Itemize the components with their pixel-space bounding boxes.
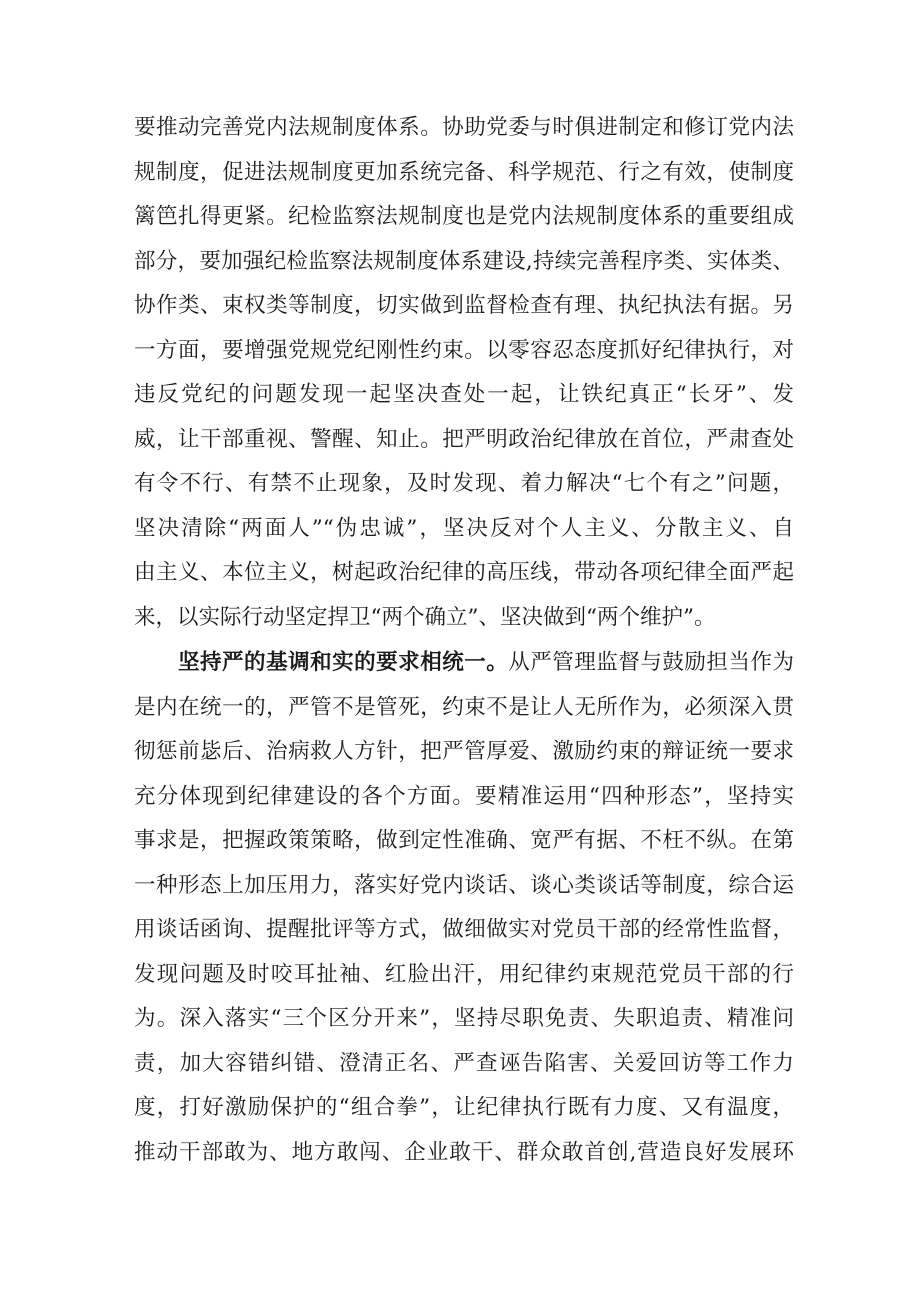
text-line: 协作类、束权类等制度，切实做到监督检查有理、执纪执法有据。另	[134, 293, 794, 318]
text-line: 发现问题及时咬耳扯袖、红脸出汗，用纪律约束规范党员干部的行	[134, 961, 794, 987]
text-line: 违反党纪的问题发现一起坚决查处一起，让铁纪真正“长牙”、发	[134, 382, 794, 407]
section-heading: 坚持严的基调和实的要求相统一。	[178, 650, 509, 675]
text-line: 是内在统一的，严管不是管死，约束不是让人无所作为，必须深入贯	[134, 694, 794, 720]
paragraph-2-first-line	[134, 641, 794, 686]
text-line: 有令不行、有禁不止现象，及时发现、着力解决“七个有之”问题，	[134, 471, 794, 496]
first-line-text: 从严管理监督与鼓励担当作为	[508, 650, 794, 675]
text-line: 一种形态上加压用力，落实好党内谈话、谈心类谈话等制度，综合运	[134, 872, 794, 898]
text-line: 彻惩前毖后、治病救人方针，把严管厚爱、激励约束的辩证统一要求	[134, 739, 794, 764]
paragraph-2	[134, 641, 794, 1175]
text-line: 推动干部敢为、地方敢闯、企业敢干、群众敢首创,营造良好发展环	[134, 1139, 794, 1165]
text-line: 为。深入落实“三个区分开来”，坚持尽职免责、失职追责、精准问	[134, 1006, 794, 1031]
text-line: 事求是，把握政策策略，做到定性准确、宽严有据、不枉不纵。在第	[134, 828, 794, 853]
text-line: 部分，要加强纪检监察法规制度体系建设,持续完善程序类、实体类、	[134, 248, 794, 274]
text-line: 一方面，要增强党规党纪刚性约束。以零容忍态度抓好纪律执行，对	[134, 337, 794, 363]
text-line: 用谈话函询、提醒批评等方式，做细做实对党员干部的经常性监督，	[134, 917, 794, 942]
text-line: 充分体现到纪律建设的各个方面。要精准运用“四种形态”，坚持实	[134, 783, 794, 809]
paragraph-1	[134, 106, 794, 640]
text-line: 由主义、本位主义，树起政治纪律的高压线，带动各项纪律全面严起	[134, 560, 794, 585]
text-line: 篱笆扎得更紧。纪检监察法规制度也是党内法规制度体系的重要组成	[134, 204, 794, 229]
text-line: 坚决清除“两面人”“伪忠诚”，坚决反对个人主义、分散主义、自	[134, 515, 794, 541]
text-line-last: 来，以实际行动坚定捍卫“两个确立”、坚决做到“两个维护”。	[134, 604, 716, 630]
text-line: 责，加大容错纠错、澄清正名、严查诬告陷害、关爱回访等工作力	[134, 1050, 794, 1076]
text-line: 规制度，促进法规制度更加系统完备、科学规范、行之有效，使制度	[134, 159, 794, 185]
text-line: 要推动完善党内法规制度体系。协助党委与时俱进制定和修订党内法	[134, 115, 794, 140]
text-line: 威，让干部重视、警醒、知止。把严明政治纪律放在首位，严肃查处	[134, 426, 794, 452]
text-line: 度，打好激励保护的“组合拳”，让纪律执行既有力度、又有温度，	[134, 1095, 794, 1120]
